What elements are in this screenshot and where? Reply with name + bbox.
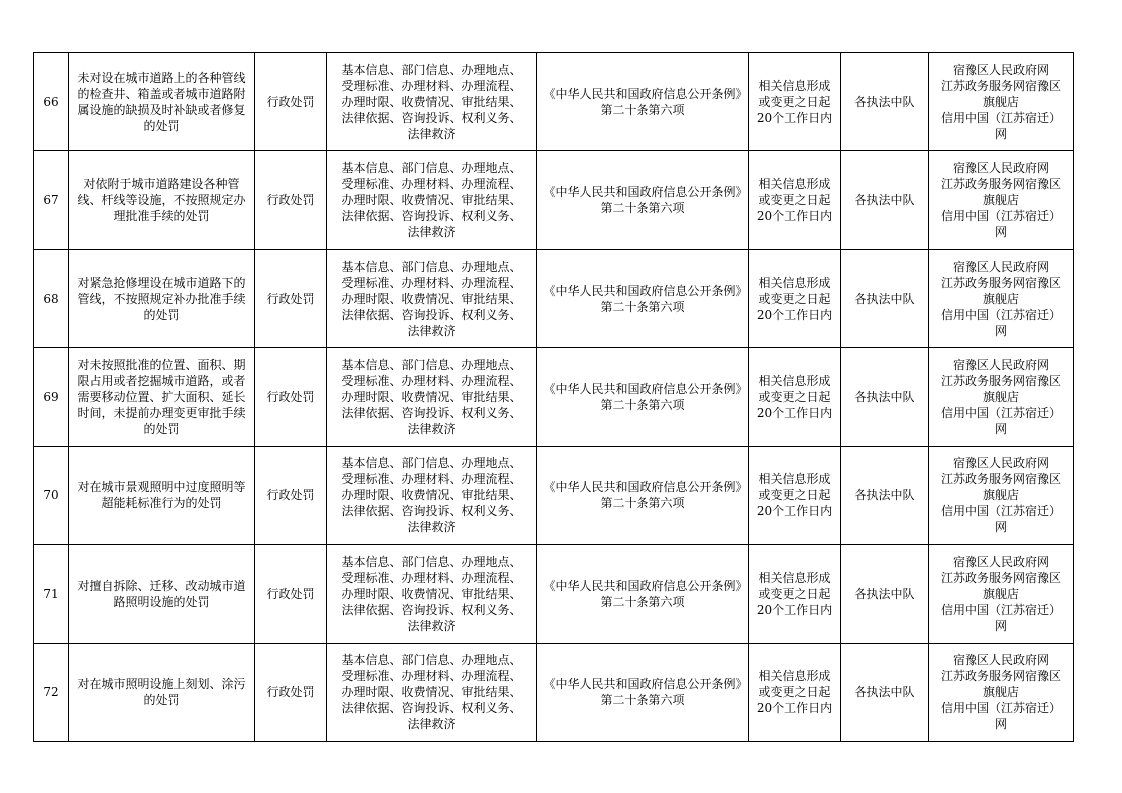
- disclosure-content-line: 法律依据、咨询投诉、权利义务、: [341, 602, 522, 617]
- disclosure-channel-line: 网: [994, 126, 1007, 141]
- disclosure-channel-line: 宿豫区人民政府网: [952, 554, 1049, 569]
- table-body: [34, 53, 1074, 742]
- disclosure-channel-cell: [929, 446, 1074, 544]
- row-number: 71: [43, 586, 59, 601]
- disclosure-channel-line: 网: [994, 421, 1007, 436]
- disclosure-content-line: 基本信息、部门信息、办理地点、: [341, 259, 522, 274]
- disclosure-subject-cell: [841, 643, 929, 741]
- disclosure-channel-line: 宿豫区人民政府网: [952, 653, 1049, 668]
- disclosure-content-cell: [327, 249, 537, 347]
- row-number-cell: [34, 545, 69, 643]
- matter-name: 对在城市照明设施上刻划、涂污的处罚: [77, 677, 246, 708]
- disclosure-content-line: 受理标准、办理材料、办理流程、: [341, 472, 522, 487]
- table-row: [34, 151, 1074, 249]
- disclosure-content-line: 办理时限、收费情况、审批结果、: [341, 193, 522, 208]
- disclosure-content-line: 法律依据、咨询投诉、权利义务、: [341, 307, 522, 322]
- disclosure-period: 相关信息形成或变更之日起20个工作日内: [756, 275, 833, 322]
- disclosure-content-line: 基本信息、部门信息、办理地点、: [341, 62, 522, 77]
- disclosure-channel-cell: [929, 348, 1074, 446]
- table-row: [34, 53, 1074, 151]
- disclosure-channel-line: 信用中国（江苏宿迁）: [940, 504, 1061, 519]
- row-number: 69: [43, 389, 59, 404]
- disclosure-channel-line: 宿豫区人民政府网: [952, 456, 1049, 471]
- disclosure-content-line: 基本信息、部门信息、办理地点、: [341, 456, 522, 471]
- matter-category: 行政处罚: [266, 685, 315, 700]
- disclosure-content-line: 基本信息、部门信息、办理地点、: [341, 357, 522, 372]
- disclosure-channel-line: 信用中国（江苏宿迁）: [940, 209, 1061, 224]
- disclosure-period-cell: [749, 348, 841, 446]
- disclosure-basis: 《中华人民共和国政府信息公开条例》第二十条第六项: [543, 480, 742, 511]
- matter-category: 行政处罚: [266, 586, 315, 601]
- matter-category-cell: [255, 151, 327, 249]
- disclosure-basis: 《中华人民共和国政府信息公开条例》第二十条第六项: [543, 578, 742, 609]
- disclosure-content-line: 法律救济: [407, 717, 456, 732]
- disclosure-channel-line: 旗舰店: [982, 586, 1019, 601]
- disclosure-content-cell: [327, 446, 537, 544]
- disclosure-channel-line: 信用中国（江苏宿迁）: [940, 405, 1061, 420]
- matter-name: 对依附于城市道路建设各种管线、杆线等设施，不按照规定办理批准手续的处罚: [77, 177, 246, 224]
- disclosure-channel-line: 信用中国（江苏宿迁）: [940, 110, 1061, 125]
- disclosure-channel-line: 江苏政务服务网宿豫区: [940, 570, 1061, 585]
- disclosure-subject: 各执法中队: [854, 389, 915, 404]
- table-row: [34, 545, 1074, 643]
- disclosure-subject-cell: [841, 446, 929, 544]
- disclosure-content-line: 办理时限、收费情况、审批结果、: [341, 488, 522, 503]
- disclosure-subject: 各执法中队: [854, 94, 915, 109]
- disclosure-content-line: 法律依据、咨询投诉、权利义务、: [341, 405, 522, 420]
- disclosure-basis: 《中华人民共和国政府信息公开条例》第二十条第六项: [543, 86, 742, 117]
- disclosure-channel-line: 宿豫区人民政府网: [952, 161, 1049, 176]
- disclosure-basis: 《中华人民共和国政府信息公开条例》第二十条第六项: [543, 381, 742, 412]
- disclosure-subject-cell: [841, 348, 929, 446]
- disclosure-content-line: 办理时限、收费情况、审批结果、: [341, 94, 522, 109]
- disclosure-content-line: 法律救济: [407, 225, 456, 240]
- disclosure-channel-line: 网: [994, 717, 1007, 732]
- disclosure-channel-cell: [929, 249, 1074, 347]
- disclosure-basis: 《中华人民共和国政府信息公开条例》第二十条第六项: [543, 283, 742, 314]
- disclosure-channel-cell: [929, 643, 1074, 741]
- disclosure-basis-cell: [537, 446, 749, 544]
- matter-category: 行政处罚: [266, 94, 315, 109]
- matter-category: 行政处罚: [266, 193, 315, 208]
- disclosure-subject-cell: [841, 151, 929, 249]
- matter-category: 行政处罚: [266, 389, 315, 404]
- matter-category-cell: [255, 348, 327, 446]
- matter-category: 行政处罚: [266, 291, 315, 306]
- table-row: [34, 446, 1074, 544]
- disclosure-period-cell: [749, 53, 841, 151]
- disclosure-period-cell: [749, 446, 841, 544]
- disclosure-channel-line: 旗舰店: [982, 291, 1019, 306]
- disclosure-period: 相关信息形成或变更之日起20个工作日内: [756, 373, 833, 420]
- matter-name: 未对设在城市道路上的各种管线的检查井、箱盖或者城市道路附属设施的缺损及时补缺或者修复的处罚: [77, 70, 246, 133]
- disclosure-content-cell: [327, 545, 537, 643]
- disclosure-content-line: 受理标准、办理材料、办理流程、: [341, 177, 522, 192]
- disclosure-content-line: 办理时限、收费情况、审批结果、: [341, 389, 522, 404]
- matter-name-cell: [69, 151, 255, 249]
- row-number: 67: [43, 193, 59, 208]
- disclosure-period: 相关信息形成或变更之日起20个工作日内: [756, 177, 833, 224]
- matter-name-cell: [69, 643, 255, 741]
- disclosure-period: 相关信息形成或变更之日起20个工作日内: [756, 78, 833, 125]
- disclosure-subject-cell: [841, 53, 929, 151]
- disclosure-channel-line: 网: [994, 225, 1007, 240]
- disclosure-channel-line: 江苏政务服务网宿豫区: [940, 78, 1061, 93]
- disclosure-channel-line: 网: [994, 618, 1007, 633]
- disclosure-content-line: 法律救济: [407, 126, 456, 141]
- disclosure-channel-line: 江苏政务服务网宿豫区: [940, 177, 1061, 192]
- matter-name: 对擅自拆除、迁移、改动城市道路照明设施的处罚: [77, 578, 246, 609]
- disclosure-content-line: 办理时限、收费情况、审批结果、: [341, 586, 522, 601]
- disclosure-channel-line: 信用中国（江苏宿迁）: [940, 602, 1061, 617]
- disclosure-content-cell: [327, 348, 537, 446]
- disclosure-channel-line: 宿豫区人民政府网: [952, 62, 1049, 77]
- row-number-cell: [34, 643, 69, 741]
- disclosure-period: 相关信息形成或变更之日起20个工作日内: [756, 669, 833, 716]
- disclosure-subject-cell: [841, 545, 929, 643]
- row-number: 68: [43, 291, 59, 306]
- disclosure-channel-cell: [929, 545, 1074, 643]
- matter-category-cell: [255, 249, 327, 347]
- disclosure-content-line: 法律救济: [407, 323, 456, 338]
- disclosure-channel-line: 信用中国（江苏宿迁）: [940, 307, 1061, 322]
- disclosure-content-line: 受理标准、办理材料、办理流程、: [341, 669, 522, 684]
- matter-name-cell: [69, 53, 255, 151]
- row-number-cell: [34, 348, 69, 446]
- disclosure-content-line: 法律依据、咨询投诉、权利义务、: [341, 504, 522, 519]
- matter-name: 对在城市景观照明中过度照明等超能耗标准行为的处罚: [77, 480, 246, 511]
- disclosure-basis-cell: [537, 249, 749, 347]
- matter-category-cell: [255, 446, 327, 544]
- matter-category-cell: [255, 53, 327, 151]
- disclosure-content-cell: [327, 151, 537, 249]
- disclosure-content-line: 基本信息、部门信息、办理地点、: [341, 161, 522, 176]
- disclosure-basis: 《中华人民共和国政府信息公开条例》第二十条第六项: [543, 185, 742, 216]
- disclosure-subject-cell: [841, 249, 929, 347]
- disclosure-channel-line: 宿豫区人民政府网: [952, 357, 1049, 372]
- row-number-cell: [34, 249, 69, 347]
- disclosure-content-line: 法律救济: [407, 520, 456, 535]
- disclosure-channel-line: 江苏政务服务网宿豫区: [940, 472, 1061, 487]
- disclosure-content-line: 法律依据、咨询投诉、权利义务、: [341, 701, 522, 716]
- disclosure-channel-line: 信用中国（江苏宿迁）: [940, 701, 1061, 716]
- matter-name-cell: [69, 545, 255, 643]
- disclosure-channel-cell: [929, 151, 1074, 249]
- disclosure-channel-line: 江苏政务服务网宿豫区: [940, 669, 1061, 684]
- disclosure-content-line: 受理标准、办理材料、办理流程、: [341, 78, 522, 93]
- disclosure-basis-cell: [537, 545, 749, 643]
- disclosure-content-line: 法律依据、咨询投诉、权利义务、: [341, 110, 522, 125]
- disclosure-period: 相关信息形成或变更之日起20个工作日内: [756, 570, 833, 617]
- disclosure-content-line: 基本信息、部门信息、办理地点、: [341, 653, 522, 668]
- disclosure-channel-line: 江苏政务服务网宿豫区: [940, 373, 1061, 388]
- disclosure-content-line: 法律依据、咨询投诉、权利义务、: [341, 209, 522, 224]
- row-number: 66: [43, 94, 59, 109]
- disclosure-basis-cell: [537, 643, 749, 741]
- disclosure-content-line: 基本信息、部门信息、办理地点、: [341, 554, 522, 569]
- disclosure-content-line: 受理标准、办理材料、办理流程、: [341, 275, 522, 290]
- matter-name-cell: [69, 249, 255, 347]
- disclosure-channel-line: 宿豫区人民政府网: [952, 259, 1049, 274]
- disclosure-channel-cell: [929, 53, 1074, 151]
- disclosure-content-cell: [327, 53, 537, 151]
- disclosure-channel-line: 旗舰店: [982, 685, 1019, 700]
- disclosure-content-line: 受理标准、办理材料、办理流程、: [341, 570, 522, 585]
- disclosure-content-cell: [327, 643, 537, 741]
- disclosure-subject: 各执法中队: [854, 685, 915, 700]
- disclosure-period-cell: [749, 643, 841, 741]
- row-number-cell: [34, 446, 69, 544]
- matter-name: 对紧急抢修埋设在城市道路下的管线，不按照规定补办批准手续的处罚: [77, 275, 246, 322]
- disclosure-period: 相关信息形成或变更之日起20个工作日内: [756, 472, 833, 519]
- matter-category-cell: [255, 643, 327, 741]
- disclosure-table: [33, 52, 1074, 742]
- disclosure-channel-line: 旗舰店: [982, 389, 1019, 404]
- disclosure-content-line: 办理时限、收费情况、审批结果、: [341, 685, 522, 700]
- row-number: 70: [43, 488, 59, 503]
- disclosure-basis: 《中华人民共和国政府信息公开条例》第二十条第六项: [543, 677, 742, 708]
- disclosure-subject: 各执法中队: [854, 586, 915, 601]
- disclosure-content-line: 法律救济: [407, 421, 456, 436]
- disclosure-content-line: 法律救济: [407, 618, 456, 633]
- row-number-cell: [34, 151, 69, 249]
- matter-name-cell: [69, 348, 255, 446]
- disclosure-subject: 各执法中队: [854, 193, 915, 208]
- disclosure-content-line: 受理标准、办理材料、办理流程、: [341, 373, 522, 388]
- table-row: [34, 249, 1074, 347]
- table-row: [34, 348, 1074, 446]
- disclosure-period-cell: [749, 545, 841, 643]
- disclosure-channel-line: 网: [994, 323, 1007, 338]
- disclosure-subject: 各执法中队: [854, 488, 915, 503]
- disclosure-basis-cell: [537, 151, 749, 249]
- disclosure-basis-cell: [537, 53, 749, 151]
- disclosure-subject: 各执法中队: [854, 291, 915, 306]
- row-number-cell: [34, 53, 69, 151]
- disclosure-channel-line: 旗舰店: [982, 94, 1019, 109]
- disclosure-channel-line: 网: [994, 520, 1007, 535]
- disclosure-channel-line: 旗舰店: [982, 488, 1019, 503]
- disclosure-channel-line: 旗舰店: [982, 193, 1019, 208]
- row-number: 72: [43, 685, 59, 700]
- table-row: [34, 643, 1074, 741]
- matter-name: 对未按照批准的位置、面积、期限占用或者挖掘城市道路，或者需要移动位置、扩大面积、延长时间，未提前办理变更审批手续的处罚: [77, 357, 246, 436]
- disclosure-content-line: 办理时限、收费情况、审批结果、: [341, 291, 522, 306]
- matter-category-cell: [255, 545, 327, 643]
- disclosure-basis-cell: [537, 348, 749, 446]
- matter-category: 行政处罚: [266, 488, 315, 503]
- disclosure-channel-line: 江苏政务服务网宿豫区: [940, 275, 1061, 290]
- disclosure-period-cell: [749, 151, 841, 249]
- disclosure-period-cell: [749, 249, 841, 347]
- matter-name-cell: [69, 446, 255, 544]
